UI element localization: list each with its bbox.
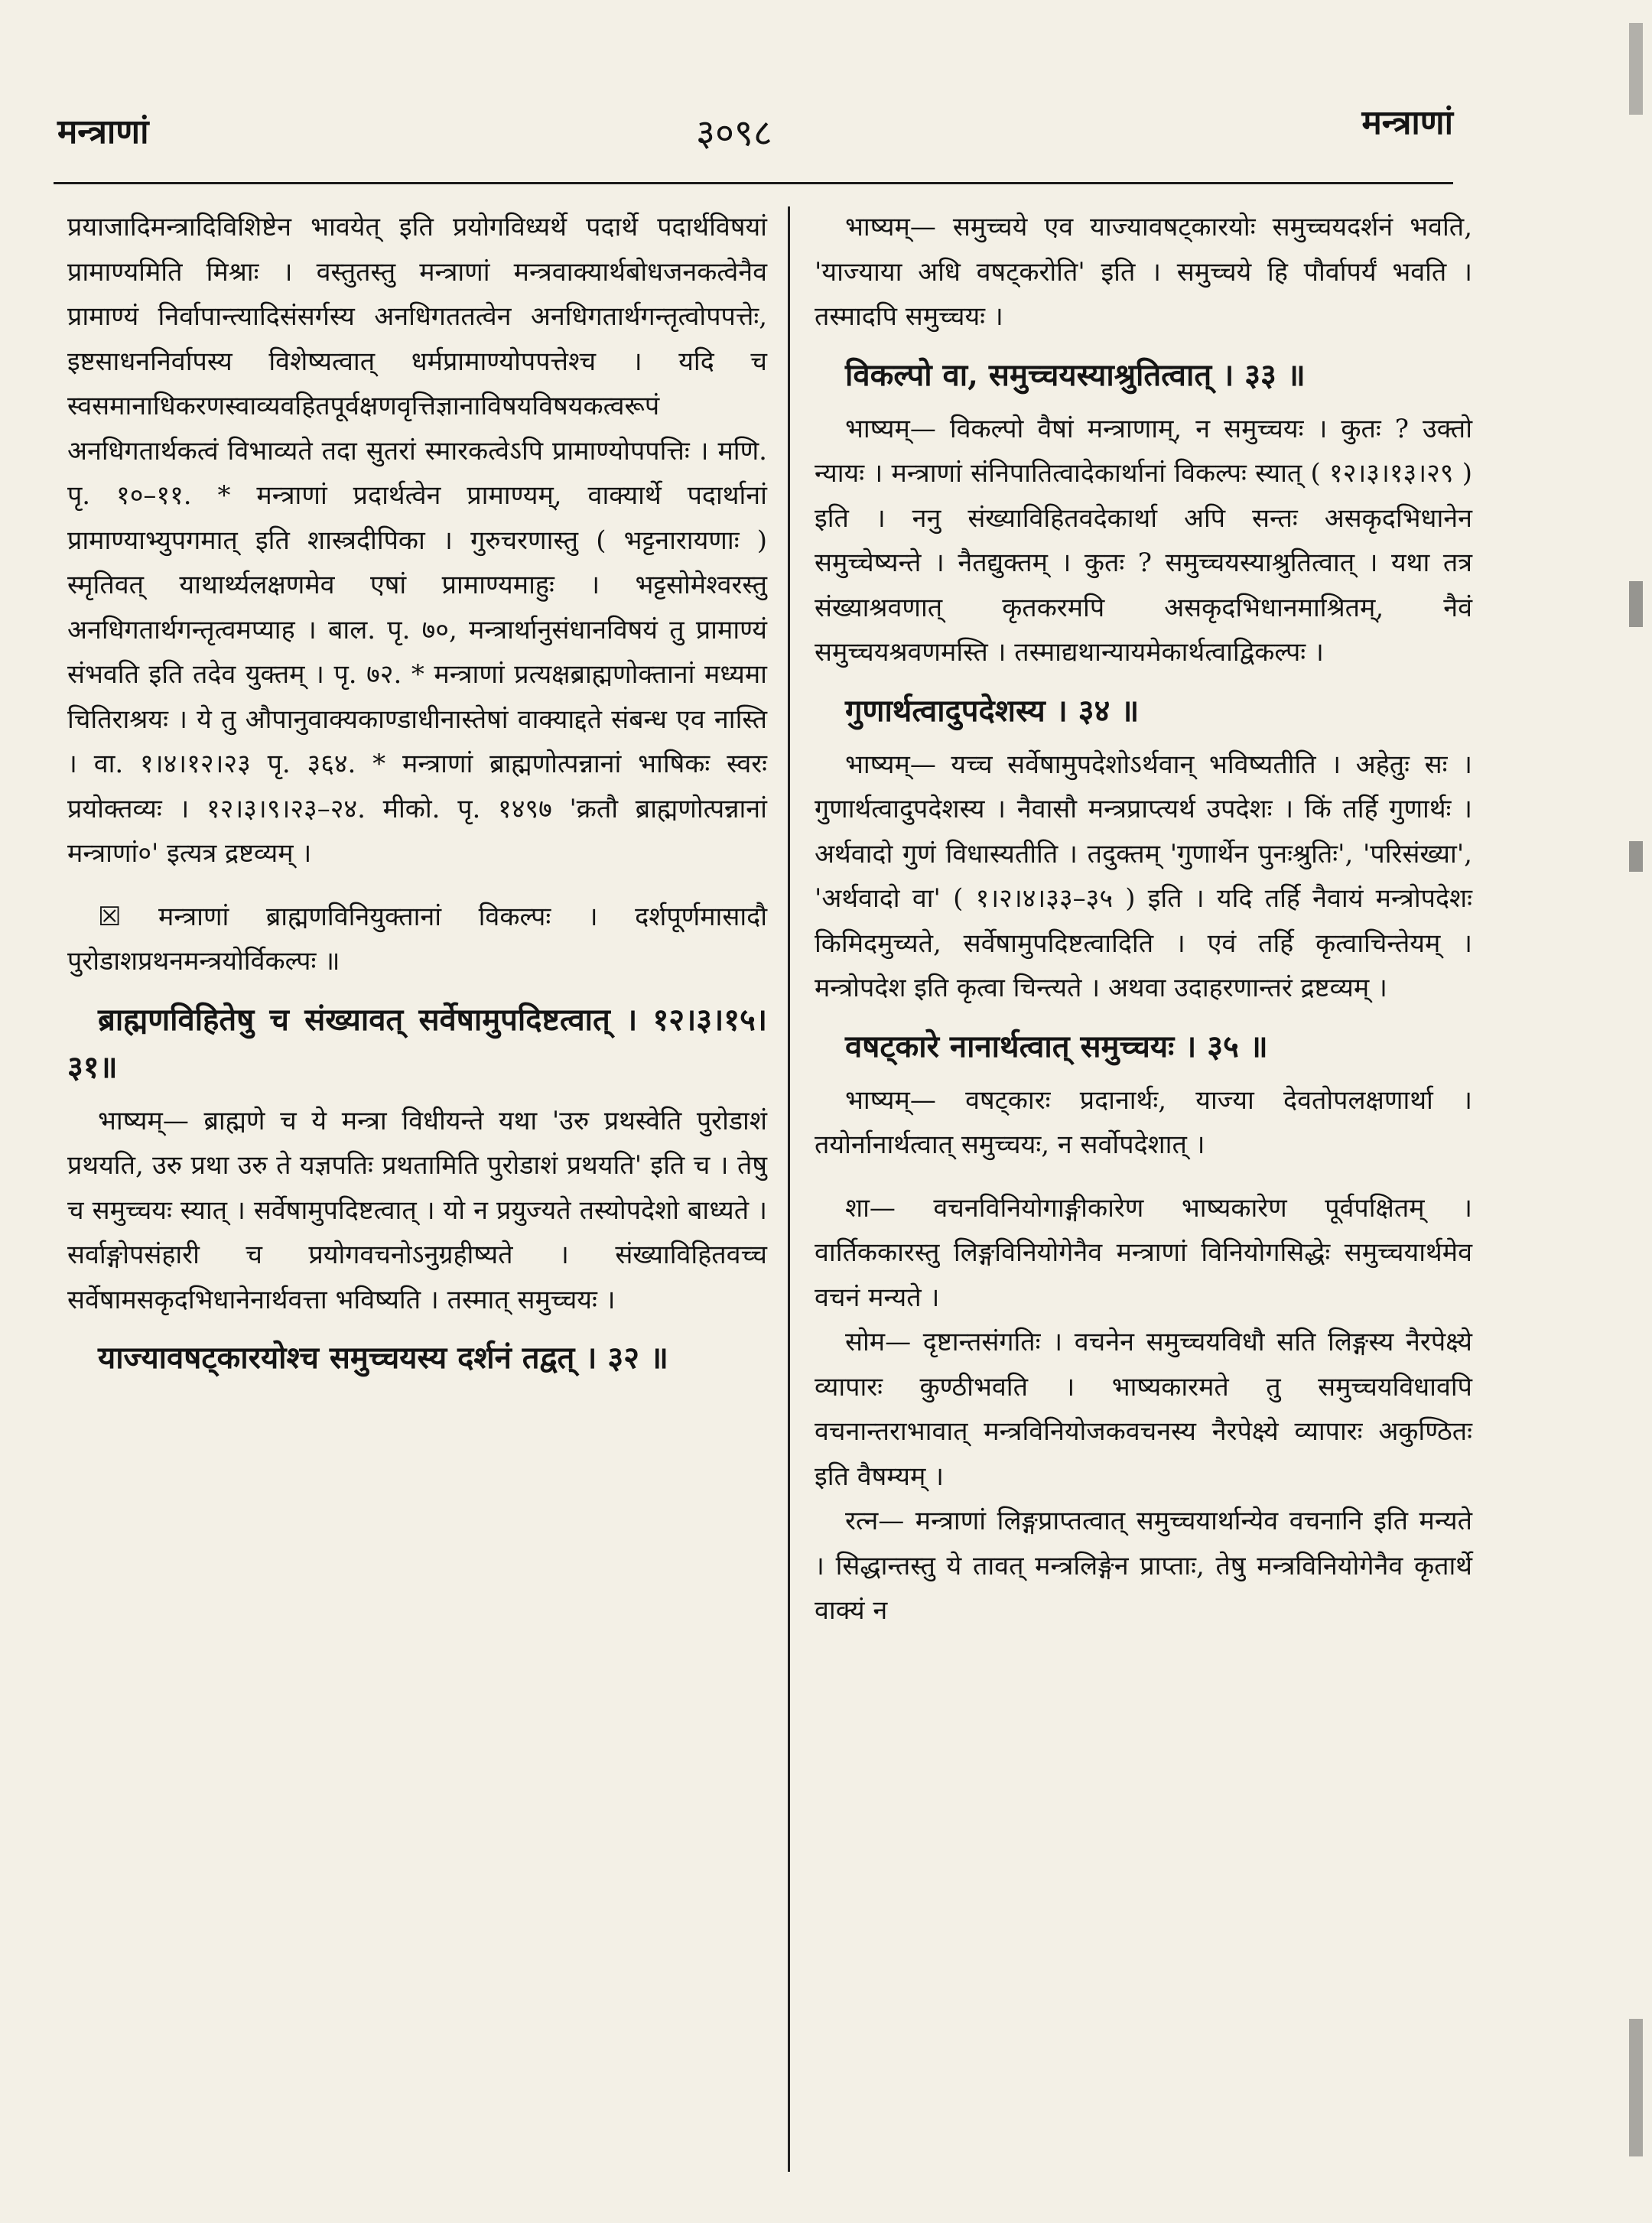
header-rule	[54, 182, 1453, 184]
paragraph-right-1: भाष्यम्— समुच्चये एव याज्यावषट्कारयोः समुच्चयदर्शनं भवति, 'याज्याया अधि वषट्करोति' इति । समुच्चये हि पौर्वापर्यं भवति । तस्मादपि समुच्चयः ।	[815, 212, 1472, 332]
paragraph-right-sha: शा— वचनविनियोगाङ्गीकारेण भाष्यकारेण पूर्वपक्षितम् । वार्तिककारस्तु लिङ्गविनियोगेनैव मन्त्राणां विनियोगसिद्धेः समुच्चयार्थमेव वचनं मन्यते ।	[815, 1192, 1472, 1313]
right-column	[815, 205, 1472, 1633]
left-column	[67, 205, 767, 1389]
paragraph-left-1: प्रयाजादिमन्त्रादिविशिष्टेन भावयेत् इति प्रयोगविध्यर्थे पदार्थे पदार्थविषयां प्रामाण्यमिति मिश्राः । वस्तुतस्तु मन्त्राणां मन्त्रवाक्यार्थबोधजनकत्वेनैव प्रामाण्यं निर्वापान्त्यादिसंसर्गस्य अनधिगततत्वेन अनधिगतार्थगन्तृत्वोपपत्तेः, इष्टसाधननिर्वापस्य विशेष्यत्वात् धर्मप्रामाण्योपपत्तेश्च । यदि च स्वसमानाधिकरणस्वाव्यवहितपूर्वक्षणवृत्तिज्ञानाविषयविषयकत्वरूपं अनधिगतार्थकत्वं विभाव्यते तदा सुतरां स्मारकत्वेऽपि प्रामाण्योपपत्तिः । मणि. पृ. १०–११. * मन्त्राणां प्रदार्थत्वेन प्रामाण्यम्, वाक्यार्थे पदार्थानां प्रामाण्याभ्युपगमात् इति शास्त्रदीपिका । गुरुचरणास्तु ( भट्टनारायणाः ) स्मृतिवत् याथार्थ्यलक्षणमेव एषां प्रामाण्यमाहुः । भट्टसोमेश्वरस्तु अनधिगतार्थगन्तृत्वमप्याह । बाल. पृ. ७०, मन्त्रार्थानुसंधानविषयं तु प्रामाण्यं संभवति इति तदेव युक्तम् । पृ. ७२. * मन्त्राणां प्रत्यक्षब्राह्मणोक्तानां मध्यमा चितिराश्रयः । ये तु औपानुवाक्यकाण्डाधीनास्तेषां वाक्याद्दते संबन्ध एव नास्ति । वा. १।४।१२।२३ पृ. ३६४. * मन्त्राणां ब्राह्मणोत्पन्नानां भाषिकः स्वरः प्रयोक्तव्यः । १२।३।९।२३–२४. मीको. पृ. १४९७ 'क्रतौ ब्राह्मणोत्पन्नानां मन्त्राणां०' इत्यत्र द्रष्टव्यम् ।	[67, 212, 767, 869]
paragraph-right-3: भाष्यम्— यच्च सर्वेषामुपदेशोऽर्थवान् भविष्यतीति । अहेतुः सः । गुणार्थत्वादुपदेशस्य । नैवासौ मन्त्रप्राप्त्यर्थ उपदेशः । किं तर्हि गुणार्थः । अर्थवादो गुणं विधास्यतीति । तदुक्तम् 'गुणार्थेन पुनःश्रुतिः', 'परिसंख्या', 'अर्थवादो वा' ( १।२।४।३३–३५ ) इति । यदि तर्हि नैवायं मन्त्रोपदेशः किमिदमुच्यते, सर्वेषामुपदिष्टत्वादिति । एवं तर्हि कृत्वाचिन्तेयम् । मन्त्रोपदेश इति कृत्वा चिन्त्यते । अथवा उदाहरणान्तरं द्रष्टव्यम् ।	[815, 749, 1472, 1003]
scan-edge-mark	[1629, 841, 1643, 872]
paragraph-left-2: ☒ मन्त्राणां ब्राह्मणविनियुक्तानां विकल्पः । दर्शपूर्णमासादौ पुरोडाशप्रथनमन्त्रयोर्विकल्पः ॥	[67, 901, 767, 977]
column-divider	[788, 206, 790, 2172]
paragraph-right-2: भाष्यम्— विकल्पो वैषां मन्त्राणाम्, न समुच्चयः । कुतः ? उक्तो न्यायः । मन्त्राणां संनिपातित्वादेकार्थानां विकल्पः स्यात् ( १२।३।१३।२९ ) इति । ननु संख्याविहितवदेकार्था अपि सन्तः असकृदभिधानेन समुच्चेष्यन्ते । नैतद्युक्तम् । कुतः ? समुच्चयस्याश्रुतित्वात् । यथा तत्र संख्याश्रवणात् कृतकरमपि असकृदभिधानमाश्रितम्, नैवं समुच्चयश्रवणमस्ति । तस्माद्यथान्यायमेकार्थत्वाद्विकल्पः ।	[815, 413, 1472, 668]
sutra-34: गुणार्थत्वादुपदेशस्य । ३४ ॥	[845, 692, 1140, 729]
sutra-35: वषट्कारे नानार्थत्वात् समुच्चयः । ३५ ॥	[845, 1028, 1268, 1064]
sutra-33: विकल्पो वा, समुच्चयस्याश्रुतित्वात् । ३३ ॥	[845, 356, 1306, 393]
scan-edge-mark	[1629, 2019, 1643, 2156]
paragraph-right-soma: सोम— दृष्टान्तसंगतिः । वचनेन समुच्चयविधौ सति लिङ्गस्य नैरपेक्ष्ये व्यापारः कुण्ठीभवति । भाष्यकारमते तु समुच्चयविधावपि वचनान्तराभावात् मन्त्रविनियोजकवचनस्य नैरपेक्ष्ये व्यापारः अकुण्ठितः इति वैषम्यम् ।	[815, 1327, 1472, 1492]
paragraph-right-ratna: रत्न— मन्त्राणां लिङ्गप्राप्तत्वात् समुच्चयार्थान्येव वचनानि इति मन्यते । सिद्धान्तस्तु ये तावत् मन्त्रलिङ्गेन प्राप्ताः, तेषु मन्त्रविनियोगेनैव कृतार्थे वाक्यं न	[815, 1506, 1472, 1626]
running-head-left: मन्त्राणां	[57, 112, 149, 151]
scan-edge-mark	[1629, 23, 1643, 115]
sutra-31: ब्राह्मणविहितेषु च संख्यावत् सर्वेषामुपदिष्टत्वात् । १२।३।१५।३१॥	[67, 1001, 767, 1085]
page-number: ३०९८	[696, 112, 772, 154]
running-head-right: मन्त्राणां	[1361, 103, 1453, 142]
paragraph-left-bhashya: भाष्यम्— ब्राह्मणे च ये मन्त्रा विधीयन्ते यथा 'उरु प्रथस्वेति पुरोडाशं प्रथयति, उरु प्रथा उरु ते यज्ञपतिः प्रथतामिति पुरोडाशं प्रथयति' इति च । तेषु च समुच्चयः स्यात् । सर्वेषामुपदिष्टत्वात् । यो न प्रयुज्यते तस्योपदेशो बाध्यते । सर्वाङ्गोपसंहारी च प्रयोगवचनोऽनुग्रहीष्यते । संख्याविहितवच्च सर्वेषामसकृदभिधानेनार्थवत्ता भविष्यति । तस्मात् समुच्चयः ।	[67, 1105, 767, 1315]
sutra-32: याज्यावषट्कारयोश्च समुच्चयस्य दर्शनं तद्वत् । ३२ ॥	[98, 1340, 668, 1376]
paragraph-right-4: भाष्यम्— वषट्कारः प्रदानार्थः, याज्या देवतोपलक्षणार्था । तयोर्नानार्थत्वात् समुच्चयः, न सर्वोपदेशात् ।	[815, 1084, 1472, 1160]
scan-edge-mark	[1629, 581, 1643, 627]
